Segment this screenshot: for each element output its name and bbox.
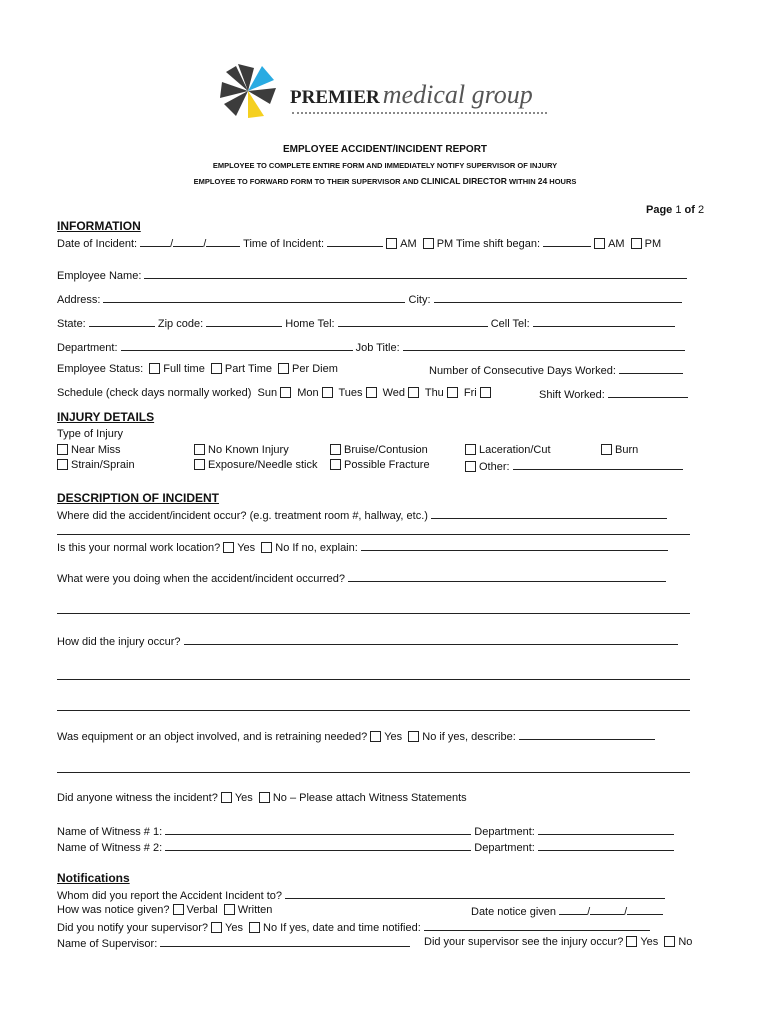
- bruise-contusion-checkbox[interactable]: [330, 444, 341, 455]
- shift-began-field[interactable]: [543, 236, 591, 247]
- consecutive-days-row: Number of Consecutive Days Worked:: [429, 363, 683, 377]
- mon-checkbox[interactable]: [322, 387, 333, 398]
- notify-no-checkbox[interactable]: [249, 922, 260, 933]
- time-of-incident-field[interactable]: [327, 236, 383, 247]
- notify-yes-checkbox[interactable]: [211, 922, 222, 933]
- injury-col-3: Bruise/Contusion Possible Fracture: [330, 444, 430, 471]
- shift-pm-checkbox[interactable]: [631, 238, 642, 249]
- section-information: INFORMATION: [57, 219, 141, 233]
- witness-2-department-field[interactable]: [538, 840, 674, 851]
- home-tel-field[interactable]: [338, 316, 488, 327]
- doing-row: What were you doing when the accident/incident occurred?: [57, 571, 666, 585]
- date-month-field[interactable]: [140, 236, 170, 247]
- form-subtitle-1: EMPLOYEE TO COMPLETE ENTIRE FORM AND IMMEDIATELY NOTIFY SUPERVISOR OF INJURY: [212, 161, 558, 170]
- witness-question-row: Did anyone witness the incident? Yes No – Please attach Witness Statements: [57, 792, 467, 804]
- notified-datetime-field[interactable]: [424, 920, 650, 931]
- injury-col-5: Burn: [601, 444, 638, 456]
- supervisor-name-field[interactable]: [160, 936, 410, 947]
- schedule-row: Schedule (check days normally worked) Sun Mon Tues Wed Thu Fri: [57, 387, 494, 399]
- date-day-field[interactable]: [173, 236, 203, 247]
- state-row: State: Zip code: Home Tel: Cell Tel:: [57, 316, 675, 330]
- brand-tagline: medical group: [382, 80, 533, 109]
- exposure-needle-checkbox[interactable]: [194, 459, 205, 470]
- supervisor-see-row: Did your supervisor see the injury occur? Yes No: [424, 936, 693, 948]
- department-field[interactable]: [121, 340, 353, 351]
- equipment-row: Was equipment or an object involved, and is retraining needed? Yes No if yes, describe:: [57, 729, 655, 743]
- normal-location-row: Is this your normal work location? Yes No If no, explain:: [57, 540, 668, 554]
- whom-field[interactable]: [285, 888, 665, 899]
- witness-1-row: Name of Witness # 1: Department:: [57, 824, 674, 838]
- consecutive-days-field[interactable]: [619, 363, 683, 374]
- no-known-injury-checkbox[interactable]: [194, 444, 205, 455]
- page-indicator: Page 1 of 2: [646, 204, 705, 216]
- form-subtitle-2a: EMPLOYEE TO FORWARD FORM TO THEIR SUPERVISOR AND: [193, 177, 419, 186]
- laceration-cut-checkbox[interactable]: [465, 444, 476, 455]
- equipment-field-line-2[interactable]: [57, 771, 690, 773]
- form-subtitle-2d: 24: [537, 176, 548, 186]
- notice-year-field[interactable]: [627, 904, 663, 915]
- logo-dotted-rule: [292, 112, 547, 114]
- part-time-checkbox[interactable]: [211, 363, 222, 374]
- incident-pm-checkbox[interactable]: [423, 238, 434, 249]
- witness-1-name-field[interactable]: [165, 824, 471, 835]
- employee-name-field[interactable]: [144, 268, 687, 279]
- witness-1-department-field[interactable]: [538, 824, 674, 835]
- written-checkbox[interactable]: [224, 904, 235, 915]
- tues-checkbox[interactable]: [366, 387, 377, 398]
- how-field[interactable]: [184, 634, 678, 645]
- cell-tel-field[interactable]: [533, 316, 675, 327]
- doing-field-line-2[interactable]: [57, 612, 690, 614]
- where-field-line-2[interactable]: [57, 533, 690, 535]
- equipment-describe-field[interactable]: [519, 729, 655, 740]
- whom-row: Whom did you report the Accident Incident to?: [57, 888, 665, 902]
- shift-worked-field[interactable]: [608, 387, 688, 398]
- fri-checkbox[interactable]: [480, 387, 491, 398]
- equipment-no-checkbox[interactable]: [408, 731, 419, 742]
- type-of-injury-label: Type of Injury: [57, 428, 124, 440]
- possible-fracture-checkbox[interactable]: [330, 459, 341, 470]
- brand-name: PREMIER: [290, 87, 380, 108]
- normal-location-yes-checkbox[interactable]: [223, 542, 234, 553]
- department-row: Department: Job Title:: [57, 340, 685, 354]
- injury-col-2: No Known Injury Exposure/Needle stick: [194, 444, 317, 471]
- injury-col-4: Laceration/Cut Other:: [465, 444, 683, 473]
- wed-checkbox[interactable]: [408, 387, 419, 398]
- state-field[interactable]: [89, 316, 155, 327]
- where-field[interactable]: [431, 508, 667, 519]
- doing-field[interactable]: [348, 571, 666, 582]
- section-notifications: Notifications: [57, 871, 130, 885]
- sup-see-yes-checkbox[interactable]: [626, 936, 637, 947]
- notify-supervisor-row: Did you notify your supervisor? Yes No If yes, date and time notified:: [57, 920, 650, 934]
- witness-2-name-field[interactable]: [165, 840, 471, 851]
- zip-field[interactable]: [206, 316, 282, 327]
- per-diem-checkbox[interactable]: [278, 363, 289, 374]
- verbal-checkbox[interactable]: [173, 904, 184, 915]
- form-subtitle-2c: WITHIN: [508, 177, 536, 186]
- notice-month-field[interactable]: [559, 904, 587, 915]
- burn-checkbox[interactable]: [601, 444, 612, 455]
- notice-day-field[interactable]: [590, 904, 624, 915]
- sun-checkbox[interactable]: [280, 387, 291, 398]
- near-miss-checkbox[interactable]: [57, 444, 68, 455]
- section-description: DESCRIPTION OF INCIDENT: [57, 491, 220, 505]
- shift-worked-row: Shift Worked:: [539, 387, 688, 401]
- witness-no-checkbox[interactable]: [259, 792, 270, 803]
- other-injury-field[interactable]: [513, 459, 683, 470]
- witness-yes-checkbox[interactable]: [221, 792, 232, 803]
- where-row: Where did the accident/incident occur? (e.g. treatment room #, hallway, etc.): [57, 508, 667, 522]
- logo-mark-icon: [218, 62, 278, 120]
- date-time-row: Date of Incident: / / Time of Incident: AM PM Time shift began: AM PM: [57, 238, 662, 250]
- equipment-yes-checkbox[interactable]: [370, 731, 381, 742]
- incident-am-checkbox[interactable]: [386, 238, 397, 249]
- shift-am-checkbox[interactable]: [594, 238, 605, 249]
- other-injury-checkbox[interactable]: [465, 461, 476, 472]
- job-title-field[interactable]: [403, 340, 685, 351]
- employee-status-row: Employee Status: Full time Part Time Per Diem: [57, 363, 338, 375]
- thu-checkbox[interactable]: [447, 387, 458, 398]
- how-field-line-3[interactable]: [57, 709, 690, 711]
- notice-row: How was notice given? Verbal Written: [57, 904, 273, 916]
- injury-col-1: Near Miss Strain/Sprain: [57, 444, 135, 471]
- witness-2-row: Name of Witness # 2: Department:: [57, 840, 674, 854]
- date-notice-row: Date notice given / /: [471, 904, 663, 918]
- form-subtitle-2b: CLINICAL DIRECTOR: [420, 176, 507, 186]
- strain-sprain-checkbox[interactable]: [57, 459, 68, 470]
- sup-see-no-checkbox[interactable]: [664, 936, 675, 947]
- full-time-checkbox[interactable]: [149, 363, 160, 374]
- employee-name-row: Employee Name:: [57, 268, 687, 282]
- logo: [218, 62, 558, 120]
- address-field[interactable]: [103, 292, 405, 303]
- date-year-field[interactable]: [206, 236, 240, 247]
- city-field[interactable]: [434, 292, 682, 303]
- address-row: Address: City:: [57, 292, 682, 306]
- section-injury-details: INJURY DETAILS: [57, 410, 155, 424]
- supervisor-name-row: Name of Supervisor:: [57, 936, 410, 950]
- form-title: EMPLOYEE ACCIDENT/INCIDENT REPORT: [282, 144, 488, 155]
- normal-location-no-checkbox[interactable]: [261, 542, 272, 553]
- how-row: How did the injury occur?: [57, 634, 678, 648]
- normal-location-explain-field[interactable]: [361, 540, 668, 551]
- form-subtitle-2e: HOURS: [549, 177, 577, 186]
- how-field-line-2[interactable]: [57, 678, 690, 680]
